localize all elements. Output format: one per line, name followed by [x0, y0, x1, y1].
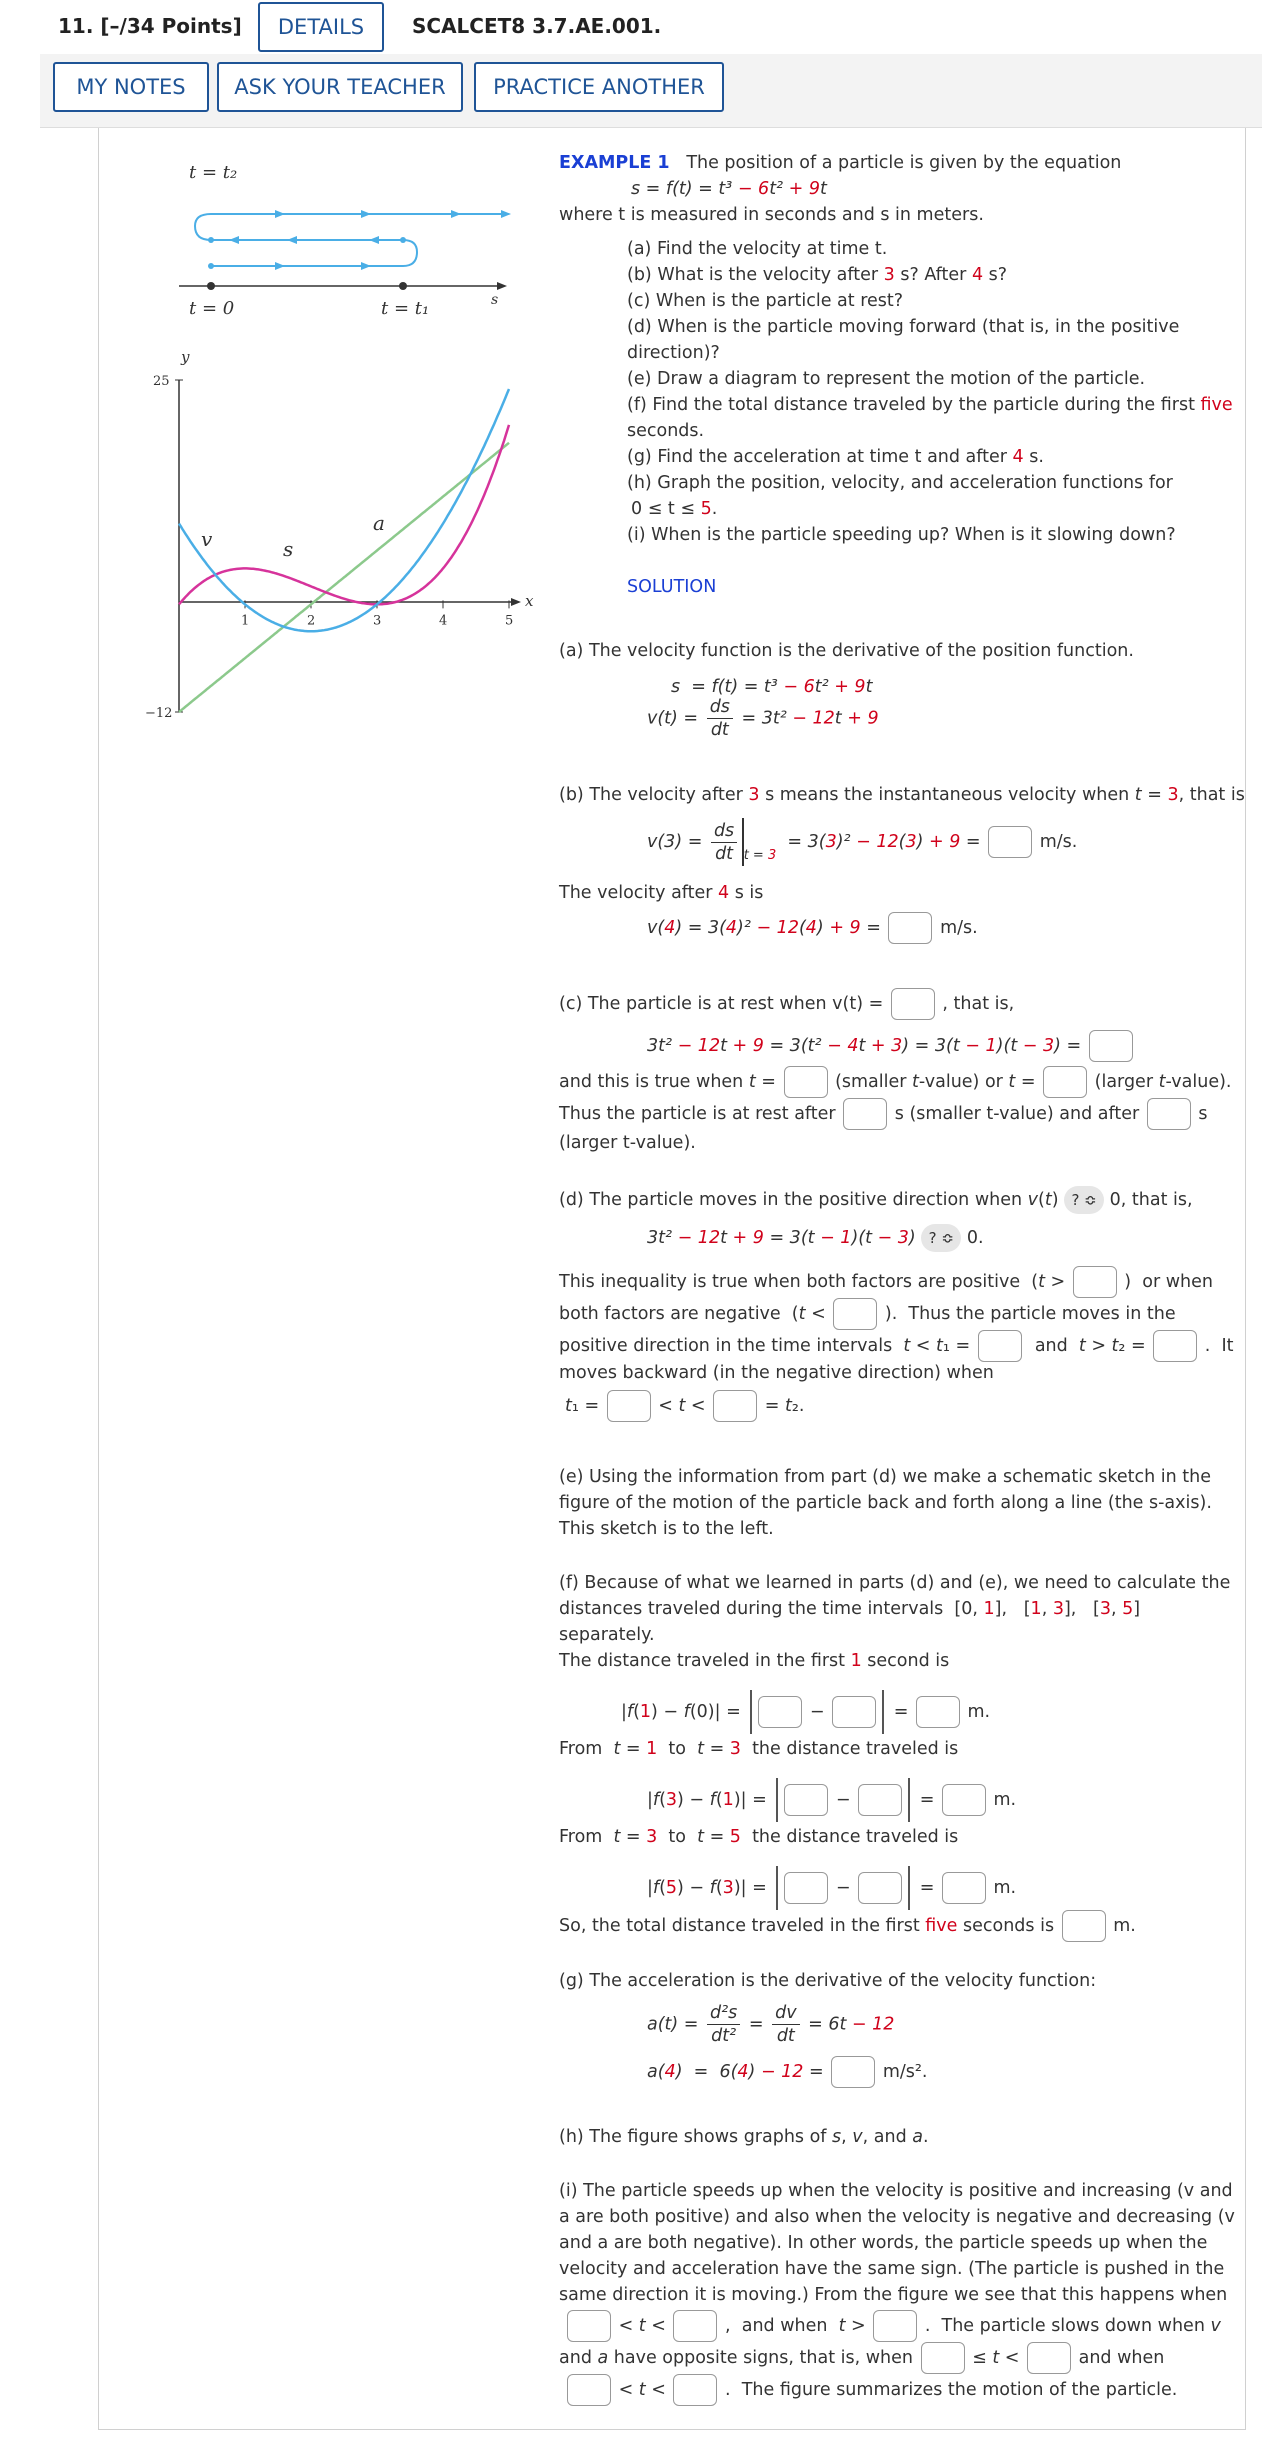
- solution-i-text7: and a have opposite signs, that is, when ≤ t < and when: [559, 2342, 1164, 2374]
- solution-c-text3: Thus the particle is at rest after s (smaller t-value) and after s: [559, 1098, 1207, 1130]
- rest-smaller-t-input[interactable]: [784, 1066, 828, 1098]
- solution-d-text3: both factors are negative (t < ). Thus the particle moves in the: [559, 1298, 1176, 1330]
- part-h-question-line1: (h) Graph the position, velocity, and acceleration functions for: [627, 473, 1173, 493]
- solution-g-eq1: a(t) = $\frac{\text{d²s}}{\text{dt²}}$ = $\frac{dv}{dt}$ = 6t − 12: [647, 2003, 895, 2046]
- part-a-question: (a) Find the velocity at time t.: [627, 239, 888, 259]
- part-g-question: (g) Find the acceleration at time t and after 4 s.: [627, 447, 1044, 467]
- t2-input[interactable]: [1153, 1330, 1197, 1362]
- slowdown-interval1-end-input[interactable]: [1027, 2342, 1071, 2374]
- rest-velocity-input[interactable]: [891, 988, 935, 1020]
- solution-i-text5: same direction it is moving.) From the figure we see that this happens when: [559, 2285, 1228, 2305]
- solution-d-text6: t₁ = < t < = t₂.: [565, 1390, 804, 1422]
- question-header: [0, 0, 1284, 60]
- solution-g-text: (g) The acceleration is the derivative of the velocity function:: [559, 1971, 1097, 1991]
- solution-f-eq1: |f(1) − f(0)| = − = m.: [621, 1690, 990, 1734]
- s-curve-label: s: [283, 537, 294, 561]
- rest-after-smaller-input[interactable]: [843, 1098, 887, 1130]
- solution-d-text2: This inequality is true when both factors are positive (t > ) or when: [559, 1266, 1213, 1298]
- dist-3-5-input[interactable]: [942, 1872, 986, 1904]
- part-d-question-line2: direction)?: [627, 343, 720, 363]
- solution-f-eq2: |f(3) − f(1)| = − = m.: [647, 1778, 1016, 1822]
- solution-f-text7: So, the total distance traveled in the first five seconds is m.: [559, 1910, 1136, 1942]
- motion-turn-right: [403, 240, 417, 266]
- x-tick-label: 5: [505, 613, 514, 629]
- f3-input[interactable]: [784, 1784, 828, 1816]
- solution-f-text3: separately.: [559, 1625, 655, 1645]
- solution-d-text1: (d) The particle moves in the positive direction when v(t) ? ≎ 0, that is,: [559, 1186, 1193, 1214]
- solution-a-text: (a) The velocity function is the derivative of the position function.: [559, 641, 1134, 661]
- speedup-interval1-start-input[interactable]: [567, 2310, 611, 2342]
- factored-equals-input[interactable]: [1089, 1030, 1133, 1062]
- dist-1-3-input[interactable]: [942, 1784, 986, 1816]
- slowdown-interval2-start-input[interactable]: [567, 2374, 611, 2406]
- x-axis-label: x: [525, 592, 534, 610]
- solution-b-text: (b) The velocity after 3 s means the instantaneous velocity when t = 3, that is: [559, 785, 1245, 805]
- my-notes-button[interactable]: MY NOTES: [53, 62, 209, 112]
- f1-input[interactable]: [758, 1696, 802, 1728]
- inequality-select-2[interactable]: ? ≎: [921, 1224, 961, 1252]
- solution-b-eq2: v(4) = 3(4)² − 12(4) + 9 = m/s.: [647, 912, 978, 944]
- solution-i-text6: < t < , and when t > . The particle slows down when v: [565, 2310, 1221, 2342]
- slowdown-interval2-end-input[interactable]: [673, 2374, 717, 2406]
- solution-label: SOLUTION: [627, 577, 717, 597]
- part-f-question-line2: seconds.: [627, 421, 705, 441]
- example-panel: [98, 128, 1246, 2430]
- solution-f-text1: (f) Because of what we learned in parts (d) and (e), we need to calculate the: [559, 1573, 1231, 1593]
- part-b-question: (b) What is the velocity after 3 s? After 4 s?: [627, 265, 1008, 285]
- x-tick-label: 4: [439, 613, 448, 629]
- part-c-question: (c) When is the particle at rest?: [627, 291, 904, 311]
- solution-b-text2: The velocity after 4 s is: [559, 883, 764, 903]
- x-tick-label: 3: [373, 613, 382, 629]
- total-distance-input[interactable]: [1062, 1910, 1106, 1942]
- solution-i-text3: and a are both negative). In other words, the particle speeds up when the: [559, 2233, 1208, 2253]
- solution-i-text8: < t < . The figure summarizes the motion of the particle.: [565, 2374, 1177, 2406]
- ask-teacher-button[interactable]: ASK YOUR TEACHER: [217, 62, 463, 112]
- motion-figure: [99, 128, 579, 748]
- s-axis-label: s: [491, 292, 499, 308]
- solution-c-eq: 3t² − 12t + 9 = 3(t² − 4t + 3) = 3(t − 1)(t − 3) =: [647, 1030, 1135, 1062]
- y-axis-label: y: [181, 348, 190, 366]
- solution-h-text: (h) The figure shows graphs of s, v, and a.: [559, 2127, 929, 2147]
- solution-e-text1: (e) Using the information from part (d) we make a schematic sketch in the: [559, 1467, 1212, 1487]
- velocity-curve: [179, 389, 509, 631]
- x-tick-label: 2: [307, 613, 316, 629]
- solution-i-text2: a are both positive) and also when the velocity is negative and decreasing (v: [559, 2207, 1235, 2227]
- speedup-interval1-end-input[interactable]: [673, 2310, 717, 2342]
- solution-d-eq: 3t² − 12t + 9 = 3(t − 1)(t − 3) ? ≎ 0.: [647, 1224, 984, 1252]
- t1-label: t = t₁: [381, 298, 430, 319]
- solution-c-text2: and this is true when t = (smaller t-value) or t = (larger t-value).: [559, 1066, 1232, 1098]
- motion-turn-left: [195, 214, 211, 240]
- t0-label: t = 0: [189, 298, 235, 319]
- f5-input[interactable]: [784, 1872, 828, 1904]
- part-d-question-line1: (d) When is the particle moving forward (that is, in the positive: [627, 317, 1180, 337]
- solution-b-eq1: v(3) = $\frac{ds}{dt}$ $_{t = 3}$ = 3(3)² − 12(3) + 9 = m/s.: [647, 818, 1077, 866]
- negative-factors-input[interactable]: [833, 1298, 877, 1330]
- solution-i-text4: velocity and acceleration have the same sign. (The particle is pushed in the: [559, 2259, 1225, 2279]
- y-max-label: 25: [153, 374, 170, 389]
- practice-another-button[interactable]: PRACTICE ANOTHER: [474, 62, 724, 112]
- example-equation: s = f(t) = t³ − 6t² + 9t: [631, 179, 827, 199]
- example-intro: The position of a particle is given by the equation: [686, 153, 1122, 173]
- example-heading: [559, 150, 1121, 176]
- solution-c-text4: (larger t-value).: [559, 1133, 696, 1153]
- backward-start-input[interactable]: [607, 1390, 651, 1422]
- a4-answer-input[interactable]: [831, 2056, 875, 2088]
- part-h-question-line2: 0 ≤ t ≤ 5.: [631, 499, 718, 519]
- part-f-question-line1: (f) Find the total distance traveled by the particle during the first five: [627, 395, 1233, 415]
- y-min-label: −12: [145, 706, 173, 721]
- positive-factors-input[interactable]: [1073, 1266, 1117, 1298]
- f1b-input[interactable]: [858, 1784, 902, 1816]
- solution-e-text2: figure of the motion of the particle back and forth along a line (the s-axis).: [559, 1493, 1212, 1513]
- solution-e-text3: This sketch is to the left.: [559, 1519, 774, 1539]
- part-e-question: (e) Draw a diagram to represent the motion of the particle.: [627, 369, 1146, 389]
- dist-0-1-input[interactable]: [916, 1696, 960, 1728]
- inequality-select-1[interactable]: ? ≎: [1064, 1186, 1104, 1214]
- solution-f-eq3: |f(5) − f(3)| = − = m.: [647, 1866, 1016, 1910]
- v4-answer-input[interactable]: [888, 912, 932, 944]
- backward-end-input[interactable]: [713, 1390, 757, 1422]
- question-number: 11. [–/34 Points]: [58, 14, 242, 38]
- rest-larger-t-input[interactable]: [1043, 1066, 1087, 1098]
- f0-input[interactable]: [832, 1696, 876, 1728]
- part-i-question: (i) When is the particle speeding up? When is it slowing down?: [627, 525, 1176, 545]
- v3-answer-input[interactable]: [988, 826, 1032, 858]
- solution-g-eq2: a(4) = 6(4) − 12 = m/s².: [647, 2056, 927, 2088]
- rest-after-larger-input[interactable]: [1147, 1098, 1191, 1130]
- t1-input[interactable]: [978, 1330, 1022, 1362]
- solution-f-text6: From t = 3 to t = 5 the distance traveled is: [559, 1827, 959, 1847]
- solution-f-text5: From t = 1 to t = 3 the distance traveled is: [559, 1739, 959, 1759]
- solution-f-text4: The distance traveled in the first 1 second is: [559, 1651, 950, 1671]
- slowdown-interval1-start-input[interactable]: [921, 2342, 965, 2374]
- solution-i-text1: (i) The particle speeds up when the velocity is positive and increasing (v and: [559, 2181, 1233, 2201]
- solution-a-eq2: v(t) = $\frac{ds}{dt}$ = 3t² − 12t + 9: [647, 697, 879, 740]
- solution-d-text5: moves backward (in the negative direction) when: [559, 1363, 994, 1383]
- question-code: SCALCET8 3.7.AE.001.: [412, 14, 662, 38]
- details-button[interactable]: DETAILS: [258, 2, 384, 52]
- t2-label: t = t₂: [189, 162, 238, 183]
- solution-d-text4: positive direction in the time intervals t < t₁ = and t > t₂ = . It: [559, 1330, 1234, 1362]
- example-label: EXAMPLE 1: [559, 153, 670, 173]
- a-curve-label: a: [373, 511, 385, 535]
- f3b-input[interactable]: [858, 1872, 902, 1904]
- solution-c-text1: (c) The particle is at rest when v(t) = , that is,: [559, 988, 1014, 1020]
- solution-f-text2: distances traveled during the time intervals [0, 1], [1, 3], [3, 5]: [559, 1599, 1141, 1619]
- speedup-after-input[interactable]: [873, 2310, 917, 2342]
- x-tick-label: 1: [241, 613, 250, 629]
- units-sentence: where t is measured in seconds and s in meters.: [559, 205, 984, 225]
- solution-a-eq1: s = f(t) = t³ − 6t² + 9t: [671, 677, 873, 697]
- v-curve-label: v: [201, 527, 213, 551]
- acceleration-curve: [179, 443, 509, 712]
